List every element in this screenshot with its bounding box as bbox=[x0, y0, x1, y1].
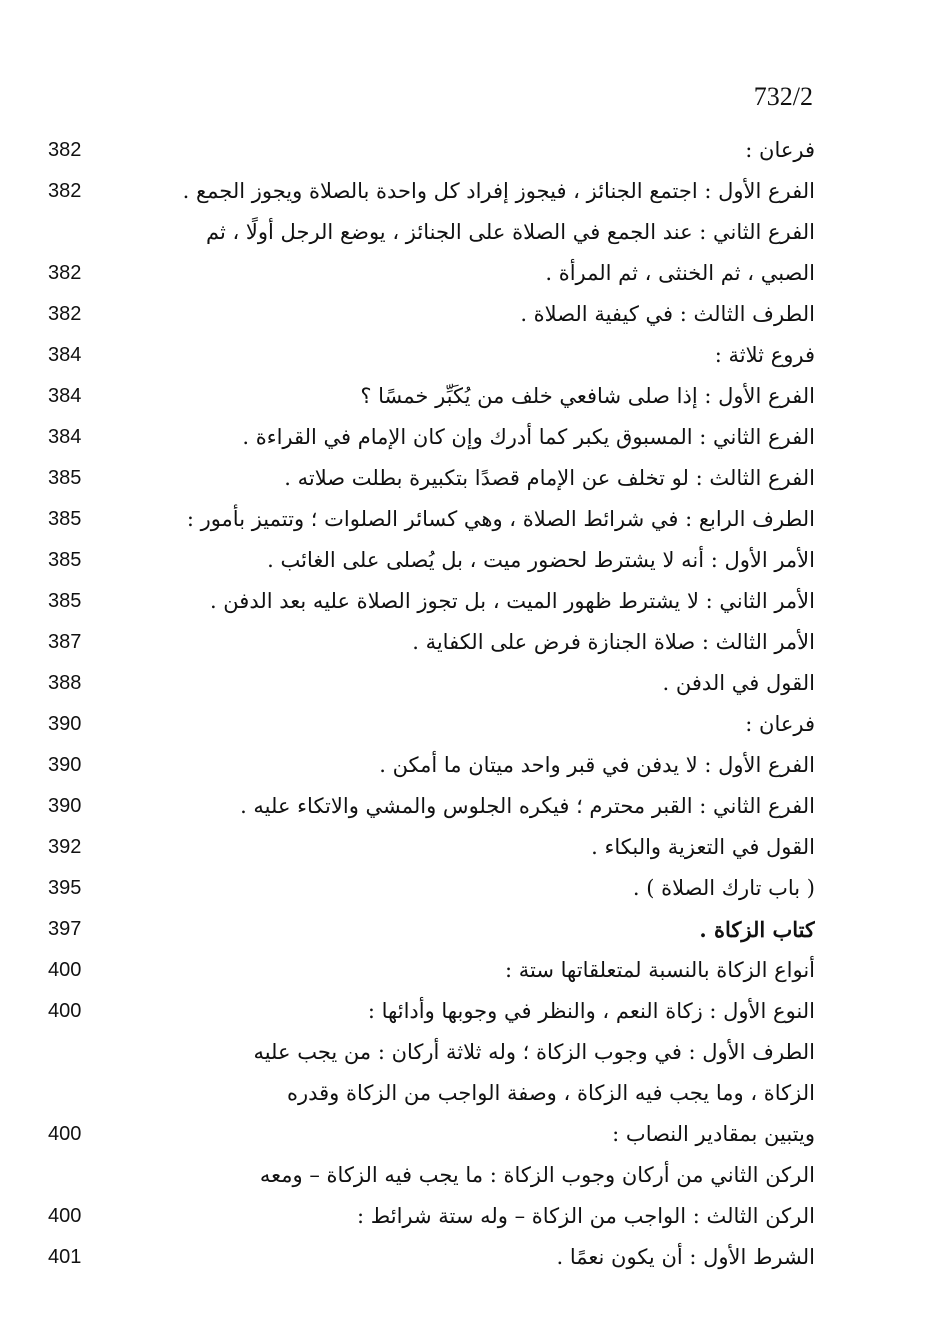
toc-entry-title: الأمر الثاني : لا يشترط ظهور الميت ، بل تجوز الصلاة عليه بعد الدفن . bbox=[209, 589, 815, 613]
toc-entry-title: الشرط الأول : أن يكون نعمًا . bbox=[556, 1245, 815, 1269]
toc-page-number: 382 bbox=[48, 303, 82, 325]
toc-entry bbox=[0, 499, 931, 540]
toc-entry-title: فرعان : bbox=[745, 712, 815, 736]
toc-entry-title: الفرع الثاني : القبر محترم ؛ فيكره الجلوس والمشي والاتكاء عليه . bbox=[240, 794, 815, 818]
toc-entry-title: كتاب الزكاة . bbox=[699, 917, 815, 942]
toc-entry-title: الصبي ، ثم الخنثى ، ثم المرأة . bbox=[545, 261, 815, 285]
toc-entry bbox=[0, 909, 931, 950]
toc-entry bbox=[0, 294, 931, 335]
toc-page-number: 385 bbox=[48, 467, 82, 489]
toc-entry-title: الفرع الثاني : عند الجمع في الصلاة على الجنائز ، يوضع الرجل أولًا ، ثم bbox=[205, 220, 815, 244]
toc-page-number: 385 bbox=[48, 590, 82, 612]
toc-page-number: 385 bbox=[48, 549, 82, 571]
toc-entry-title: الفرع الأول : إذا صلى شافعي خلف من يُكَبِّر خمسًا ؟ bbox=[360, 384, 815, 408]
toc-entry bbox=[0, 991, 931, 1032]
toc-entry bbox=[0, 1114, 931, 1155]
toc-entry-title: الفرع الأول : لا يدفن في قبر واحد ميتان ما أمكن . bbox=[379, 753, 815, 777]
toc-entry-title: الركن الثالث : الواجب من الزكاة – وله ستة شرائط : bbox=[357, 1204, 815, 1228]
toc-page-number: 390 bbox=[48, 713, 82, 735]
toc-entry-title: الطرف الثالث : في كيفية الصلاة . bbox=[520, 302, 815, 326]
toc-page-number: 392 bbox=[48, 836, 82, 858]
toc-entry-title: القول في التعزية والبكاء . bbox=[591, 835, 815, 859]
toc-page-number: 390 bbox=[48, 795, 82, 817]
toc-entry bbox=[0, 417, 931, 458]
toc-entry-title: الأمر الثالث : صلاة الجنازة فرض على الكفاية . bbox=[412, 630, 815, 654]
page-reference: 732/2 bbox=[753, 82, 813, 111]
toc-entry bbox=[0, 786, 931, 827]
toc-entry-title: الفرع الأول : اجتمع الجنائز ، فيجوز إفراد كل واحدة بالصلاة ويجوز الجمع . bbox=[182, 179, 815, 203]
toc-page-number: 384 bbox=[48, 344, 82, 366]
toc-page-number: 388 bbox=[48, 672, 82, 694]
toc-entry bbox=[0, 130, 931, 171]
toc-entry-title: الطرف الأول : في وجوب الزكاة ؛ وله ثلاثة أركان : من يجب عليه bbox=[253, 1040, 815, 1064]
toc-page-number: 382 bbox=[48, 262, 82, 284]
toc-page-number: 387 bbox=[48, 631, 82, 653]
toc-page-number: 384 bbox=[48, 385, 82, 407]
toc-page-number: 382 bbox=[48, 180, 82, 202]
toc-entry bbox=[0, 335, 931, 376]
table-of-contents bbox=[0, 130, 931, 1278]
toc-entry bbox=[0, 1073, 931, 1114]
toc-page-number: 400 bbox=[48, 1000, 82, 1022]
toc-entry bbox=[0, 622, 931, 663]
toc-entry-title: القول في الدفن . bbox=[662, 671, 815, 695]
toc-page-number: 400 bbox=[48, 1123, 82, 1145]
toc-page-number: 400 bbox=[48, 1205, 82, 1227]
toc-page-number: 390 bbox=[48, 754, 82, 776]
toc-entry-title: الفرع الثالث : لو تخلف عن الإمام قصدًا بتكبيرة بطلت صلاته . bbox=[284, 466, 815, 490]
toc-entry-title: فرعان : bbox=[745, 138, 815, 162]
toc-entry bbox=[0, 212, 931, 253]
toc-entry-title: فروع ثلاثة : bbox=[714, 343, 815, 367]
toc-entry bbox=[0, 1196, 931, 1237]
toc-entry bbox=[0, 1155, 931, 1196]
toc-entry-title: الطرف الرابع : في شرائط الصلاة ، وهي كسائر الصلوات ؛ وتتميز بأمور : bbox=[186, 507, 815, 531]
toc-entry bbox=[0, 704, 931, 745]
toc-entry bbox=[0, 253, 931, 294]
toc-entry bbox=[0, 950, 931, 991]
toc-page-number: 395 bbox=[48, 877, 82, 899]
toc-entry bbox=[0, 663, 931, 704]
toc-page-number: 397 bbox=[48, 918, 82, 940]
toc-entry bbox=[0, 581, 931, 622]
toc-entry-title: أنواع الزكاة بالنسبة لمتعلقاتها ستة : bbox=[505, 958, 815, 982]
toc-entry-title: الأمر الأول : أنه لا يشترط لحضور ميت ، بل يُصلى على الغائب . bbox=[267, 548, 815, 572]
toc-entry-title: النوع الأول : زكاة النعم ، والنظر في وجوبها وأدائها : bbox=[367, 999, 815, 1023]
toc-entry bbox=[0, 458, 931, 499]
toc-page-number: 400 bbox=[48, 959, 82, 981]
toc-entry bbox=[0, 376, 931, 417]
toc-page-number: 384 bbox=[48, 426, 82, 448]
toc-entry-title: ( باب تارك الصلاة ) . bbox=[632, 876, 815, 900]
toc-entry-title: الركن الثاني من أركان وجوب الزكاة : ما يجب فيه الزكاة – ومعه bbox=[259, 1163, 815, 1187]
toc-entry bbox=[0, 540, 931, 581]
toc-entry bbox=[0, 1032, 931, 1073]
toc-entry bbox=[0, 745, 931, 786]
toc-entry-title: الزكاة ، وما يجب فيه الزكاة ، وصفة الواجب من الزكاة وقدره bbox=[286, 1081, 815, 1105]
toc-page-number: 385 bbox=[48, 508, 82, 530]
toc-entry bbox=[0, 868, 931, 909]
toc-page-number: 382 bbox=[48, 139, 82, 161]
toc-entry bbox=[0, 1237, 931, 1278]
toc-entry-title: الفرع الثاني : المسبوق يكبر كما أدرك وإن كان الإمام في القراءة . bbox=[242, 425, 815, 449]
toc-entry-title: ويتبين بمقادير النصاب : bbox=[612, 1122, 815, 1146]
toc-entry bbox=[0, 171, 931, 212]
toc-page-number: 401 bbox=[48, 1246, 82, 1268]
toc-entry bbox=[0, 827, 931, 868]
